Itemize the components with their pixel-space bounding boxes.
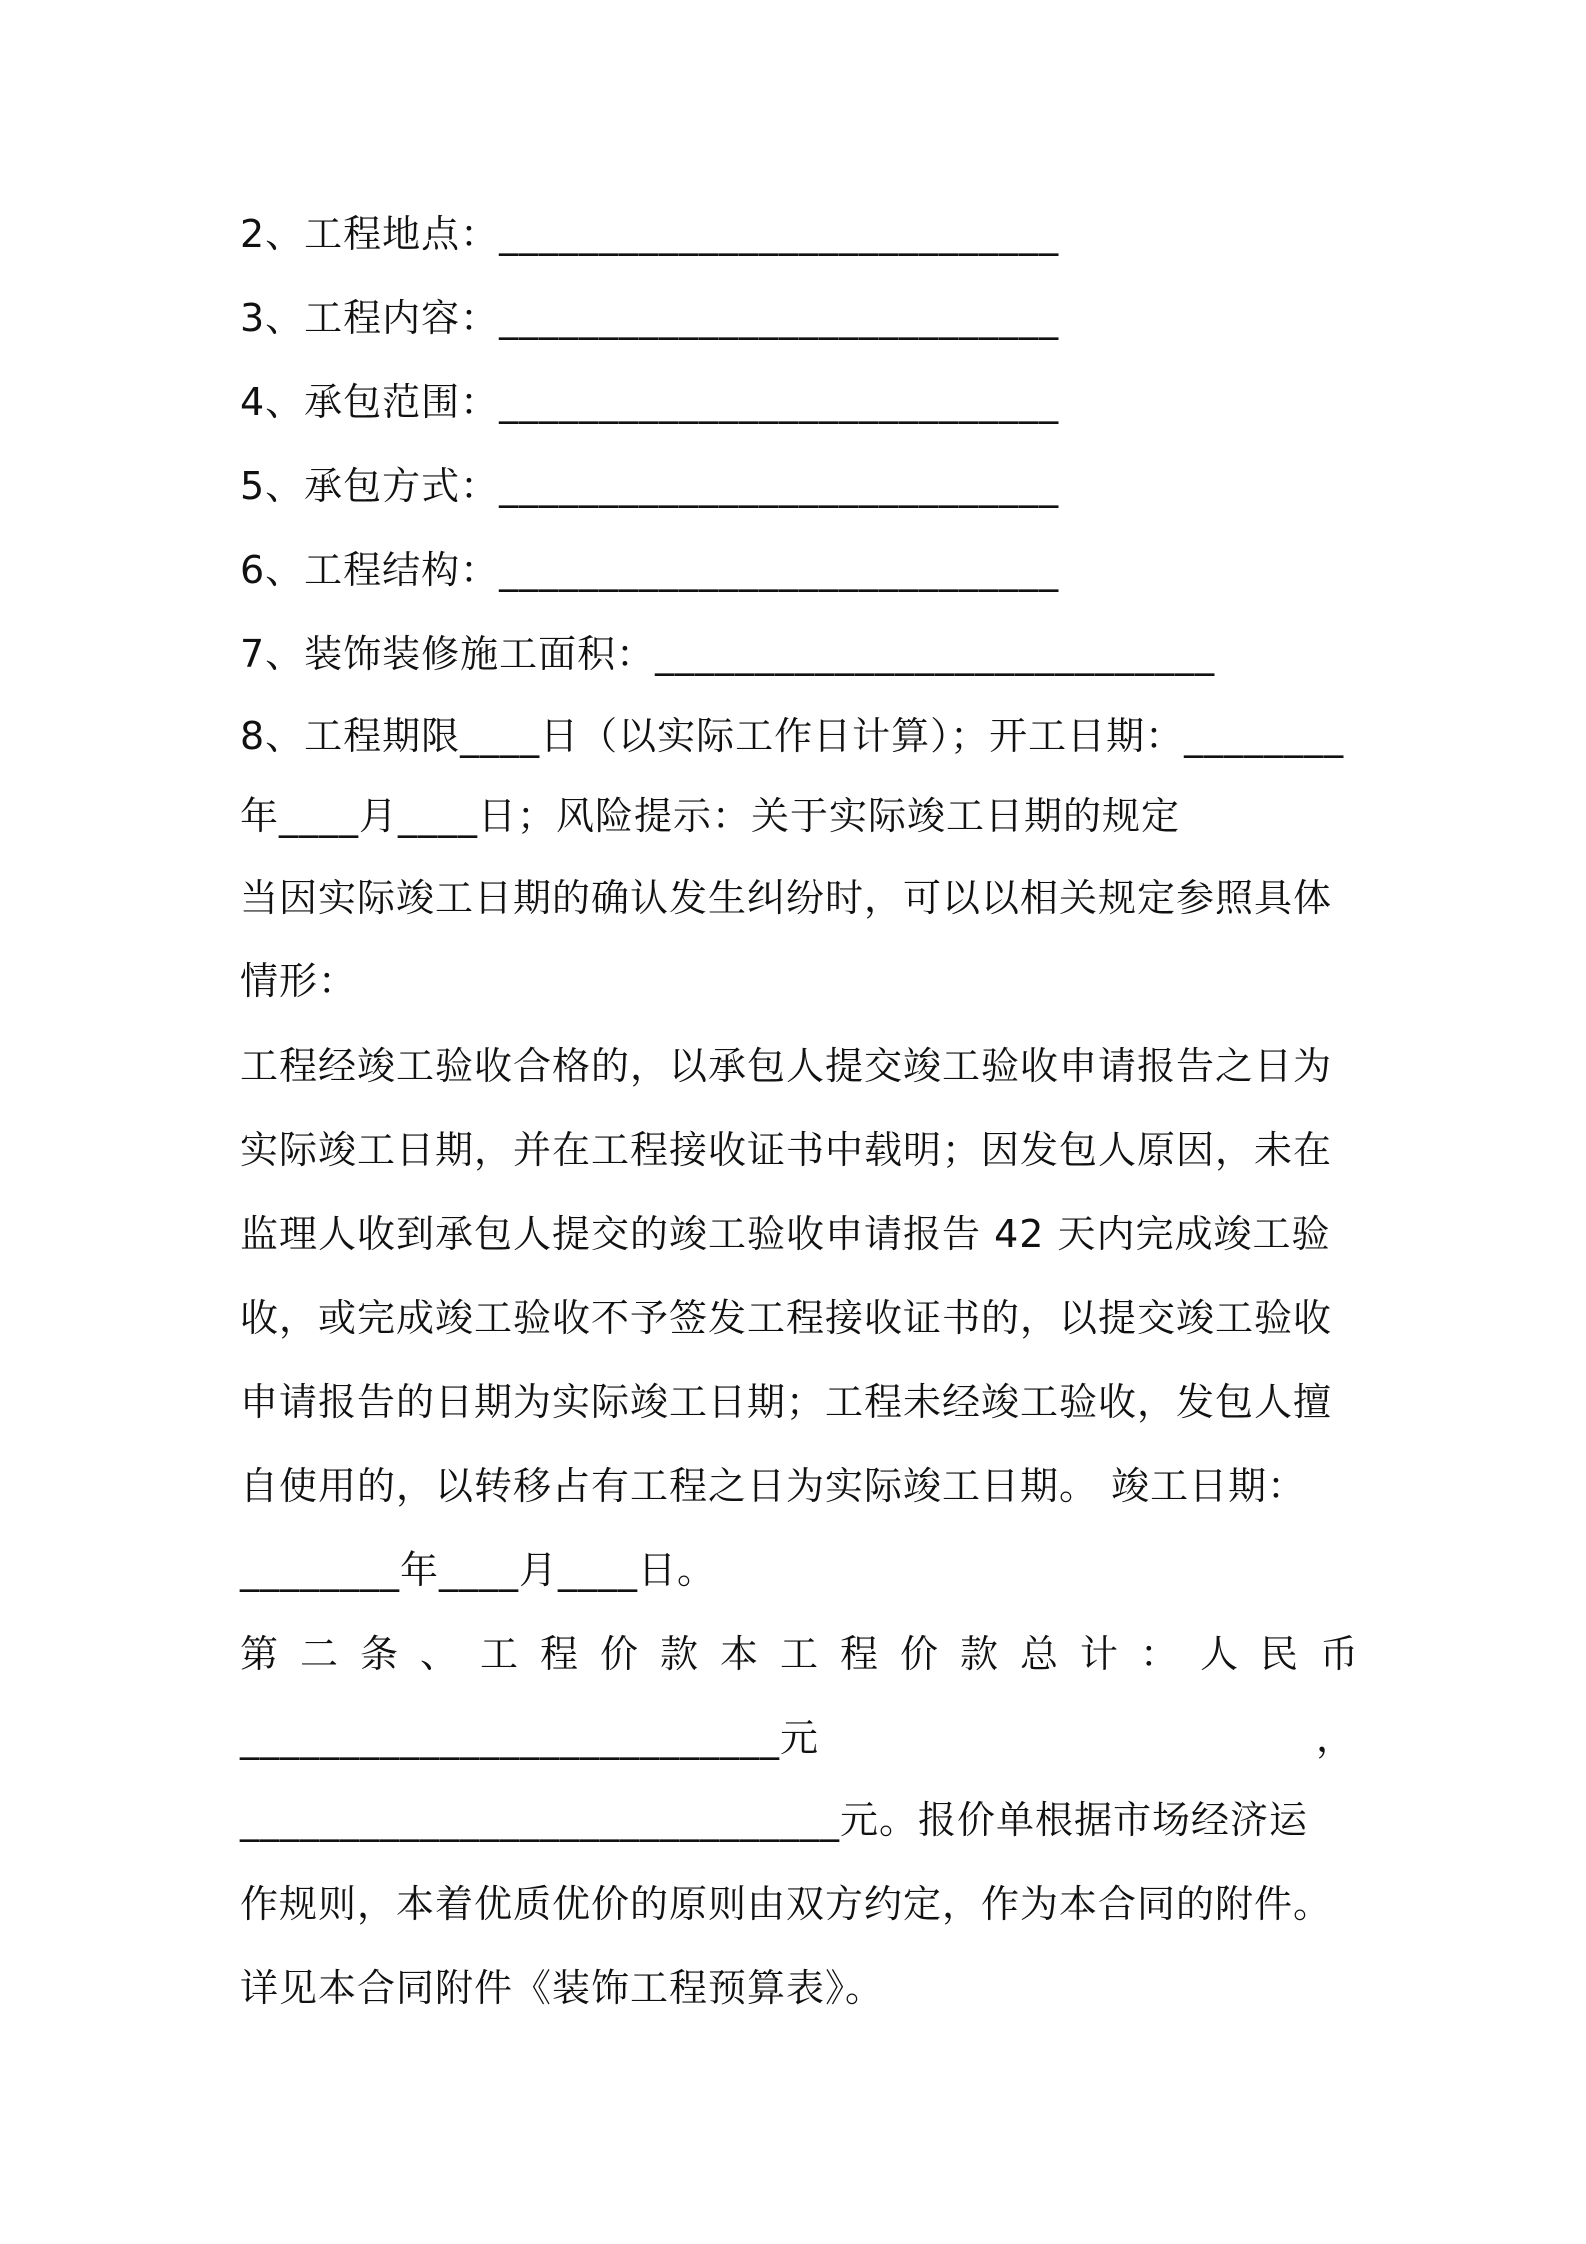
item-7-decoration-area: 7、装饰装修施工面积：____________________________ xyxy=(240,632,1216,676)
item-8-project-term: 8、工程期限____日（以实际工作日计算）；开工日期：________ xyxy=(240,714,1345,758)
paragraph-line: ______________________________元。报价单根据市场经济运 xyxy=(240,1798,1309,1842)
paragraph-line: 作规则，本着优质优价的原则由双方约定，作为本合同的附件。 xyxy=(240,1882,1333,1926)
completion-date-line: ________年____月____日。 xyxy=(240,1548,717,1592)
item-5-contract-method: 5、承包方式：____________________________ xyxy=(240,464,1060,508)
paragraph-line: 自使用的，以转移占有工程之日为实际竣工日期。 竣工日期： xyxy=(240,1464,1307,1508)
amount-comma: ， xyxy=(1316,1716,1355,1760)
paragraph-line: 年____月____日；风险提示：关于实际竣工日期的规定 xyxy=(240,794,1181,838)
paragraph-line: 工程经竣工验收合格的，以承包人提交竣工验收申请报告之日为 xyxy=(240,1044,1333,1088)
article-2-heading: 第二条、工程价款本工程价款总计：人民币 xyxy=(240,1632,1381,1676)
item-3-project-content: 3、工程内容：____________________________ xyxy=(240,296,1060,340)
paragraph-line: 实际竣工日期，并在工程接收证书中载明；因发包人原因，未在 xyxy=(240,1128,1333,1172)
item-4-contract-scope: 4、承包范围：____________________________ xyxy=(240,380,1060,424)
amount-line: ___________________________元 xyxy=(240,1716,820,1760)
paragraph-line: 情形： xyxy=(240,959,358,1003)
paragraph-line: 收，或完成竣工验收不予签发工程接收证书的，以提交竣工验收 xyxy=(240,1296,1333,1340)
paragraph-line: 申请报告的日期为实际竣工日期；工程未经竣工验收，发包人擅 xyxy=(240,1380,1333,1424)
paragraph-line: 监理人收到承包人提交的竣工验收申请报告 42 天内完成竣工验 xyxy=(240,1212,1331,1256)
paragraph-line: 详见本合同附件《装饰工程预算表》。 xyxy=(240,1966,885,2010)
item-6-project-structure: 6、工程结构：____________________________ xyxy=(240,548,1060,592)
item-2-project-location: 2、工程地点：____________________________ xyxy=(240,212,1060,256)
paragraph-line: 当因实际竣工日期的确认发生纠纷时，可以以相关规定参照具体 xyxy=(240,876,1333,920)
